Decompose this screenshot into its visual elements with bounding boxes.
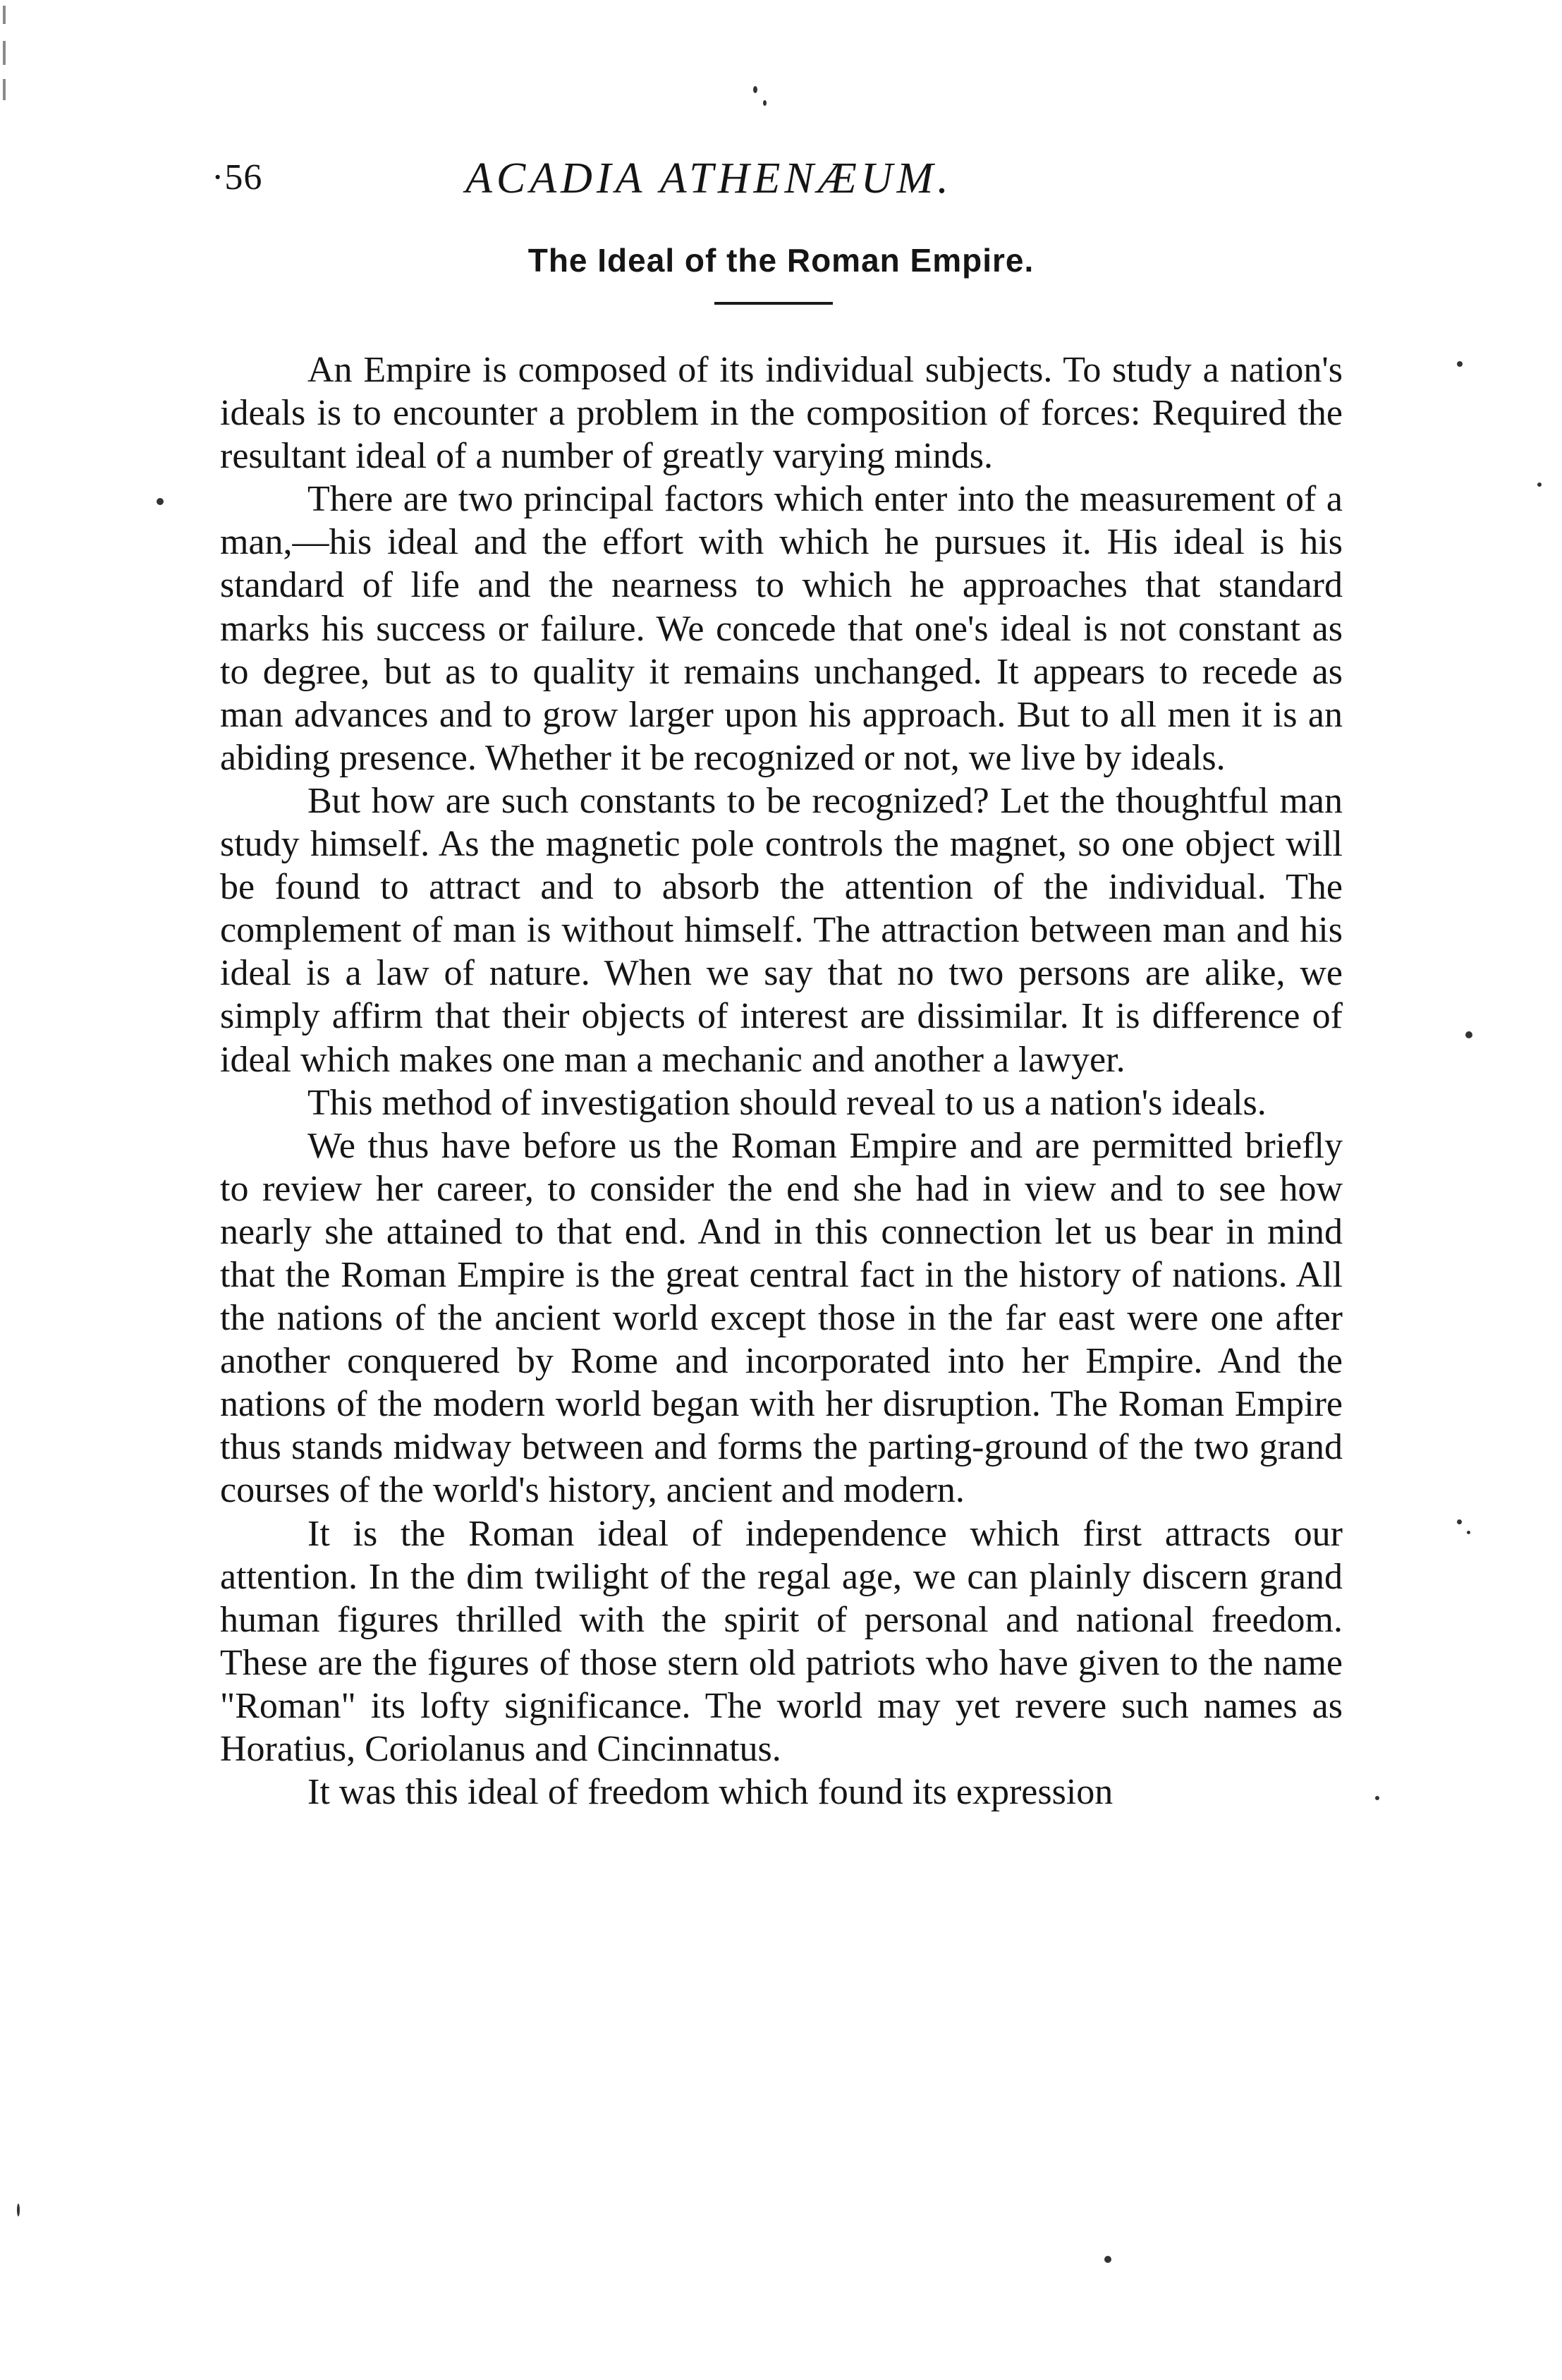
scan-speck [1457, 1519, 1462, 1524]
paragraph: An Empire is composed of its individual subjects. To study a nation's ideals is to encounter a problem in the composition of forces: Required the resultant ideal of a number of greatly varying minds. [220, 350, 1343, 477]
title-rule [714, 302, 833, 305]
scan-speck [1104, 2256, 1111, 2263]
paragraph: It is the Roman ideal of independence which first attracts our attention. In the dim twilight of the regal age, we can plainly discern grand human figures thrilled with the spirit of personal and national freedom. These are the figures of those stern old patriots who have given to the name "Roman" its lofty significance. The world may yet revere such names as Horatius, Coriolanus and Cincinnatus. [220, 1513, 1343, 1769]
scan-speck [157, 498, 164, 505]
paragraph: This method of investigation should reveal to us a nation's ideals. [307, 1082, 1267, 1123]
paragraph: But how are such constants to be recognized? Let the thoughtful man study himself. As the magnetic pole controls the magnet, so one object will be found to attract and to absorb the attention of the individual. The complement of man is without himself. The attraction between man and his ideal is a law of nature. When we say that no two persons are alike, we simply affirm that their objects of interest are dissimilar. It is difference of ideal which makes one man a mechanic and another a lawyer. [220, 780, 1343, 1080]
paragraph: It was this ideal of freedom which found its expression [307, 1772, 1113, 1813]
paragraph: There are two principal factors which enter into the measurement of a man,—his ideal and the effort with which he pursues it. His ideal is his standard of life and the nearness to which he approaches that standard marks his success or failure. We concede that one's ideal is not constant as to degree, but as to quality it remains unchanged. It appears to recede as man advances and to grow larger upon his approach. But to all men it is an abiding presence. Whether it be recognized or not, we live by ideals. [220, 479, 1343, 778]
scan-speck [1465, 1031, 1472, 1038]
scan-edge-mark [3, 6, 6, 24]
page-number: ·56 [212, 157, 263, 198]
running-title: ACADIA ATHENÆUM. [465, 154, 953, 202]
scan-edge-mark [3, 41, 6, 65]
scan-speck [1467, 1531, 1470, 1534]
article-title: The Ideal of the Roman Empire. [527, 242, 1035, 279]
scan-edge-mark [3, 79, 6, 100]
scan-speck [753, 86, 757, 93]
scan-speck [1375, 1796, 1379, 1800]
article-body [220, 348, 1343, 1814]
running-header [212, 154, 1340, 213]
scan-speck [17, 2204, 20, 2216]
scan-speck [1457, 361, 1463, 367]
paragraph: We thus have before us the Roman Empire and are permitted briefly to review her career, to consider the end she had in view and to see how nearly she attained to that end. And in this connection let us bear in mind that the Roman Empire is the great central fact in the history of nations. All the nations of the ancient world except those in the far east were one after another conquered by Rome and incorporated into her Empire. And the nations of the modern world began with her disruption. The Roman Empire thus stands midway between and forms the parting-ground of the two grand courses of the world's history, ancient and modern. [220, 1125, 1343, 1511]
scan-speck [763, 100, 767, 106]
scan-speck [1537, 482, 1542, 487]
